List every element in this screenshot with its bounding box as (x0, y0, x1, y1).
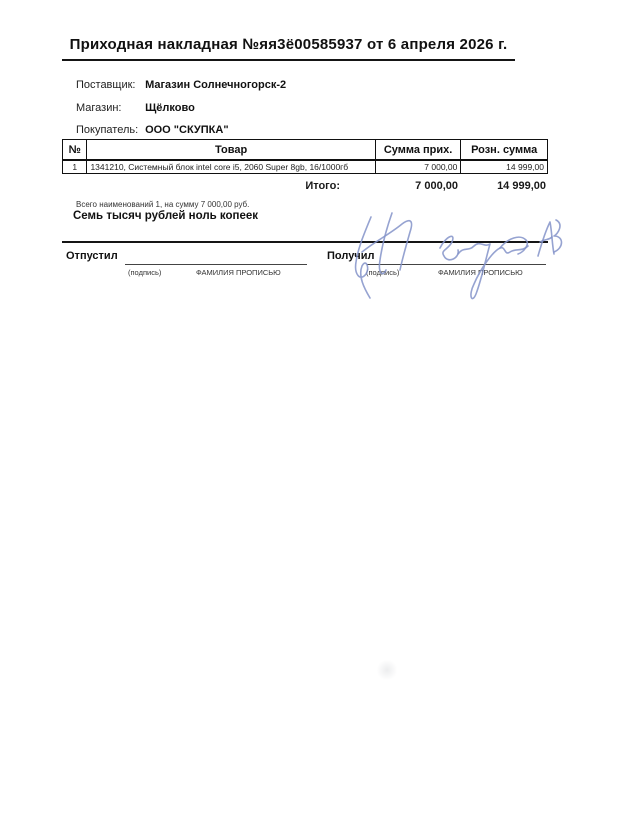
buyer-row (76, 124, 229, 136)
received-by-signature-caption: (подпись) (366, 268, 400, 277)
items-summary-line: Всего наименований 1, на сумму 7 000,00 руб. (76, 200, 250, 209)
store-label: Магазин: (76, 102, 122, 114)
document-title-block (62, 36, 515, 61)
totals-incoming-sum: 7 000,00 (415, 180, 458, 192)
totals-label: Итого: (305, 180, 340, 192)
received-by-name-caption: ФАМИЛИЯ ПРОПИСЬЮ (438, 268, 523, 277)
document-title: Приходная накладная №яя3ё00585937 от 6 апреля 2026 г. (69, 36, 508, 53)
cell-incoming-sum: 7 000,00 (375, 160, 461, 174)
totals-retail-sum: 14 999,00 (497, 180, 546, 192)
cell-item-description: 1341210, Системный блок intel core i5, 2060 Super 8gb, 16/1000гб (87, 160, 375, 174)
supplier-row (76, 79, 286, 91)
store-value: Щёлково (145, 102, 195, 114)
col-header-retail-sum: Розн. сумма (461, 140, 548, 161)
buyer-value: ООО "СКУПКА" (145, 124, 229, 136)
table-row (63, 160, 548, 174)
handwritten-signature-ink (340, 208, 565, 308)
buyer-label: Покупатель: (76, 124, 139, 136)
col-header-incoming-sum: Сумма прих. (375, 140, 461, 161)
col-header-item: Товар (87, 140, 375, 161)
goods-table (62, 139, 548, 174)
released-by-signature-caption: (подпись) (128, 268, 162, 277)
released-by-signature-line (125, 264, 307, 265)
scan-smudge-artifact (376, 660, 398, 680)
received-by-label: Получил (327, 250, 375, 262)
amount-in-words: Семь тысяч рублей ноль копеек (73, 210, 259, 222)
goods-table-header-row (63, 140, 548, 161)
cell-retail-sum: 14 999,00 (461, 160, 548, 174)
supplier-label: Поставщик: (76, 79, 136, 91)
supplier-value: Магазин Солнечногорск-2 (145, 79, 287, 91)
store-row (76, 102, 195, 114)
col-header-number: № (63, 140, 87, 161)
released-by-name-caption: ФАМИЛИЯ ПРОПИСЬЮ (196, 268, 281, 277)
released-by-label: Отпустил (66, 250, 118, 262)
cell-row-number: 1 (63, 160, 87, 174)
